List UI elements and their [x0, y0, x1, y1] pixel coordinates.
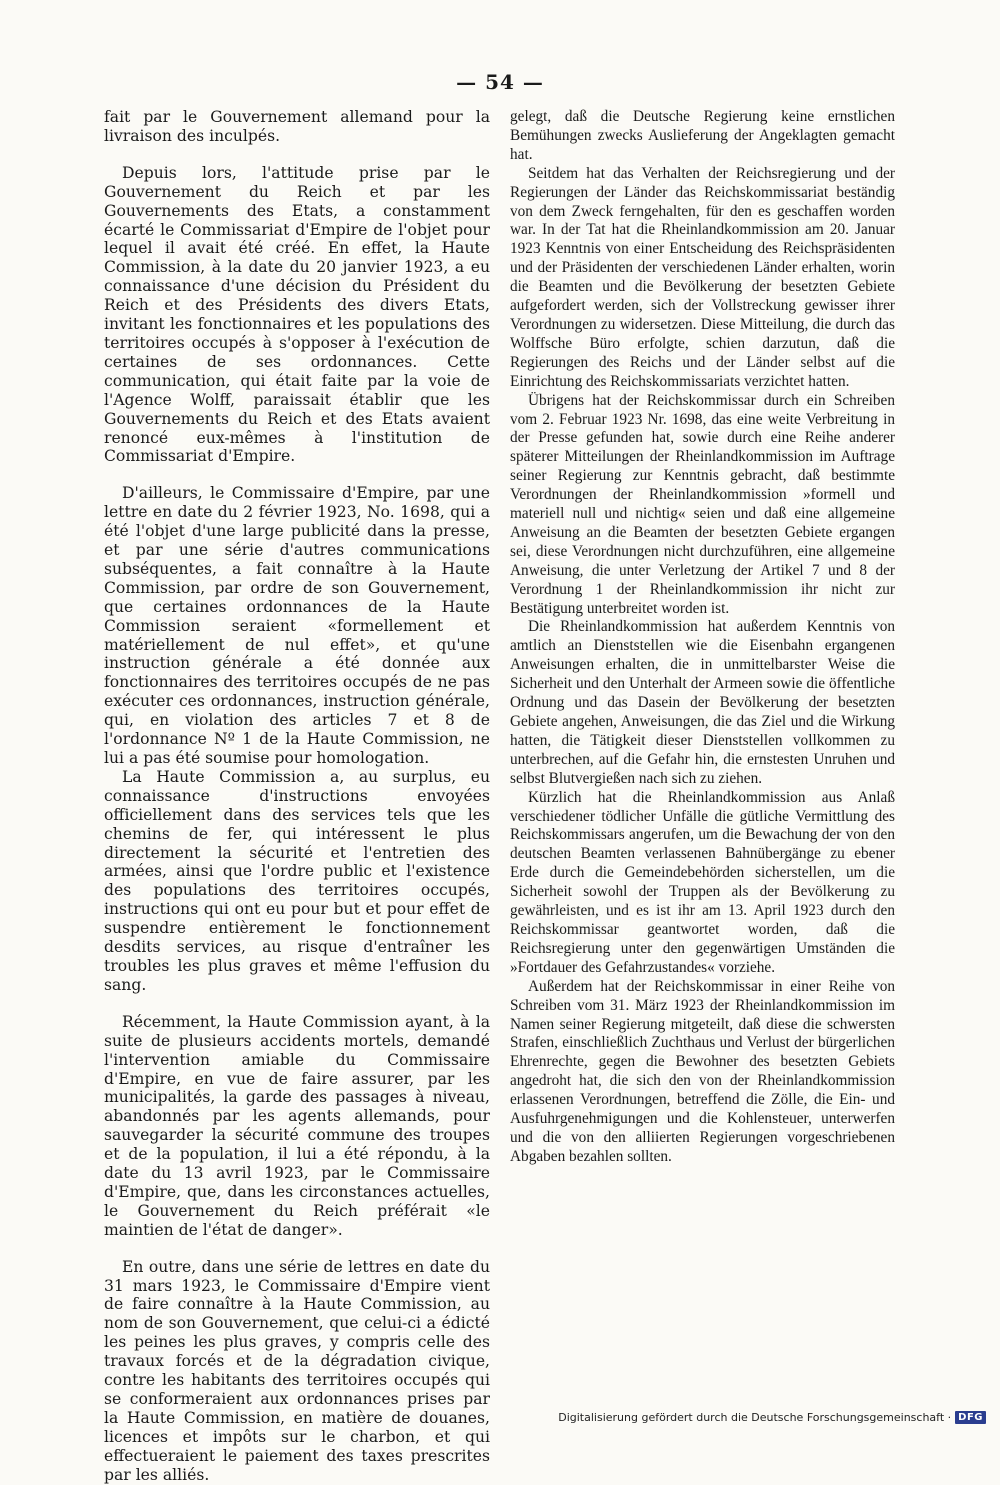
- french-paragraph: Depuis lors, l'attitude prise par le Gouvernement du Reich et par les Gouvernements des Etats, a constamment écarté le Commissariat d'Empire de l'objet pour lequel il avait été créé. En effet, la Haute Commission, à la date du 20 janvier 1923, a eu connaissance d'une décision du Président du Reich et des Présidents des divers Etats, invitant les fonctionnaires et les populations des territoires occupés à s'opposer à l'exécution de certaines de ses ordonnances. Cette communication, qui était faite par la voie de l'Agence Wolff, paraissait établir que les Gouvernements du Reich et des Etats avaient renoncé eux-mêmes à l'institution de Commissariat d'Empire.: [104, 163, 490, 466]
- german-paragraph: Kürzlich hat die Rheinlandkommission aus Anlaß verschiedener tödlicher Unfälle die gütliche Vermittlung des Reichskommissars angerufen, um die Bewachung der von den deutschen Beamten verlassenen Bahnübergänge zu ebener Erde durch die Gemeindebehörden sicherstellen, um die Sicherheit sowohl der Truppen als der Bevölkerung zu gewährleisten, und es ist ihr am 13. April 1923 durch den Reichskommissar geantwortet worden, daß die Reichsregierung unter den gegenwärtigen Umständen die »Fortdauer des Gefahrzustandes« vorziehe.: [510, 788, 895, 976]
- digitization-footer: [558, 1411, 986, 1424]
- german-paragraph: Außerdem hat der Reichskommissar in einer Reihe von Schreiben vom 31. März 1923 der Rheinlandkommission im Namen seiner Regierung mitgeteilt, daß diese die schwersten Strafen, einschließlich Zuchthaus und Verlust der bürgerlichen Ehrenrechte, gegen die Bewohner des besetzten Gebiets angedroht hat, die sich den von der Rheinlandkommission erlassenen Verordnungen, betreffend die Zölle, die Ein- und Ausfuhrgenehmigungen und die Kohlensteuer, unterwerfen und die von den alliierten Regierungen vorgeschriebenen Abgaben bezahlen sollten.: [510, 977, 895, 1165]
- german-paragraph: Die Rheinlandkommission hat außerdem Kenntnis von amtlich an Dienststellen wie die Eisenbahn ergangenen Anweisungen erhalten, die in unmittelbarster Weise die Sicherheit und den Unterhalt der Armeen sowie die öffentliche Ordnung und das Dasein der Bevölkerung der besetzten Gebiete angehen, Anweisungen, die das Ziel und die Wirkung hatten, die Tätigkeit dieser Dienststellen vollkommen zu unterbrechen, auf die Gefahr hin, die ernstesten Unruhen und selbst Blutvergießen nach sich zu ziehen.: [510, 618, 895, 787]
- german-paragraph: gelegt, daß die Deutsche Regierung keine ernstlichen Bemühungen zwecks Auslieferung der Angeklagten gemacht hat.: [510, 108, 895, 163]
- french-paragraph: D'ailleurs, le Commissaire d'Empire, par une lettre en date du 2 février 1923, No. 1698, qui a été l'objet d'une large publicité dans la presse, et par une série d'autres communications subséquentes, a fait connaître à la Haute Commission, par ordre de son Gouvernement, que certaines ordonnances de la Haute Commission seraient «formellement et matériellement de nul effet», et qu'une instruction générale a été donnée aux fonctionnaires des territoires occupés de ne pas exécuter ces ordonnances, instruction générale, qui, en violation des articles 7 et 8 de l'ordonnance Nº 1 de la Haute Commission, ne lui a pas été soumise pour homologation.: [104, 484, 490, 767]
- french-paragraph: La Haute Commission a, au surplus, eu connaissance d'instructions envoyées officiellement dans des services tels que les chemins de fer, qui intéressent le plus directement la sécurité et l'entretien des armées, ainsi que l'ordre public et l'existence des populations des territoires occupés, instructions qui ont eu pour but et pour effet de suspendre entièrement le fonctionnement desdits services, au risque d'entraîner les troubles les plus graves et même l'effusion du sang.: [104, 767, 490, 994]
- page-number: — 54 —: [456, 70, 544, 94]
- german-paragraph: Übrigens hat der Reichskommissar durch ein Schreiben vom 2. Februar 1923 Nr. 1698, das eine weite Verbreitung in der Presse gefunden hat, sowie durch eine Reihe anderer späterer Mitteilungen der Rheinlandkommission im Auftrage seiner Regierung zur Kenntnis gebracht, daß bestimmte Verordnungen der Rheinlandkommission »formell und materiell null und nichtig« seien und daß eine allgemeine Anweisung an die Beamten der besetzten Gebiete ergangen sei, diese Verordnungen nicht durchzuführen, eine allgemeine Anweisung, die unter Verletzung der Artikel 7 und 8 der Verordnung 1 der Rheinlandkommission ihr nicht zur Bestätigung unterbreitet worden ist.: [510, 391, 895, 617]
- french-column: [104, 108, 490, 1485]
- french-paragraph: Récemment, la Haute Commission ayant, à la suite de plusieurs accidents mortels, demandé l'intervention amiable du Commissaire d'Empire, en vue de faire assurer, par les municipalités, la garde des passages à niveau, abandonnés par les agents allemands, pour sauvegarder la sécurité commune des troupes et de la population, il lui a été répondu, à la date du 13 avril 1923, par le Commissaire d'Empire, que, dans les circonstances actuelles, le Gouvernement du Reich préférait «le maintien de l'état de danger».: [104, 1012, 490, 1239]
- german-column: [510, 108, 895, 1167]
- german-paragraph: Seitdem hat das Verhalten der Reichsregierung und der Regierungen der Länder das Reichskommissariat beständig von dem Zweck ferngehalten, für den es geschaffen worden war. In der Tat hat die Rheinlandkommission am 20. Januar 1923 Kenntnis von einer Entscheidung des Reichspräsidenten und der Präsidenten der verschiedenen Länder erhalten, worin die Beamten und die Bevölkerung der besetzten Gebiete aufgefordert werden, sich der Vollstreckung gewisser ihrer Verordnungen zu widersetzen. Diese Mitteilung, die durch das Wolffsche Büro erfolgte, schien darzutun, daß die Regierungen des Reichs und der Länder selbst auf die Einrichtung des Reichskommissariats verzichtet hatten.: [510, 164, 895, 390]
- footer-text: Digitalisierung gefördert durch die Deutsche Forschungsgemeinschaft ·: [558, 1411, 952, 1424]
- french-paragraph: En outre, dans une série de lettres en date du 31 mars 1923, le Commissaire d'Empire vient de faire connaître à la Haute Commission, au nom de son Gouvernement, que celui-ci a édicté les peines les plus graves, y compris celle des travaux forcés et de la dégradation civique, contre les habitants des territoires occupés qui se conformeraient aux ordonnances prises par la Haute Commission, en matière de douanes, licences et impôts sur le charbon, et qui effectueraient le paiement des taxes prescrites par les alliés.: [104, 1257, 490, 1484]
- french-paragraph: fait par le Gouvernement allemand pour la livraison des inculpés.: [104, 108, 490, 145]
- dfg-logo: DFG: [955, 1411, 986, 1424]
